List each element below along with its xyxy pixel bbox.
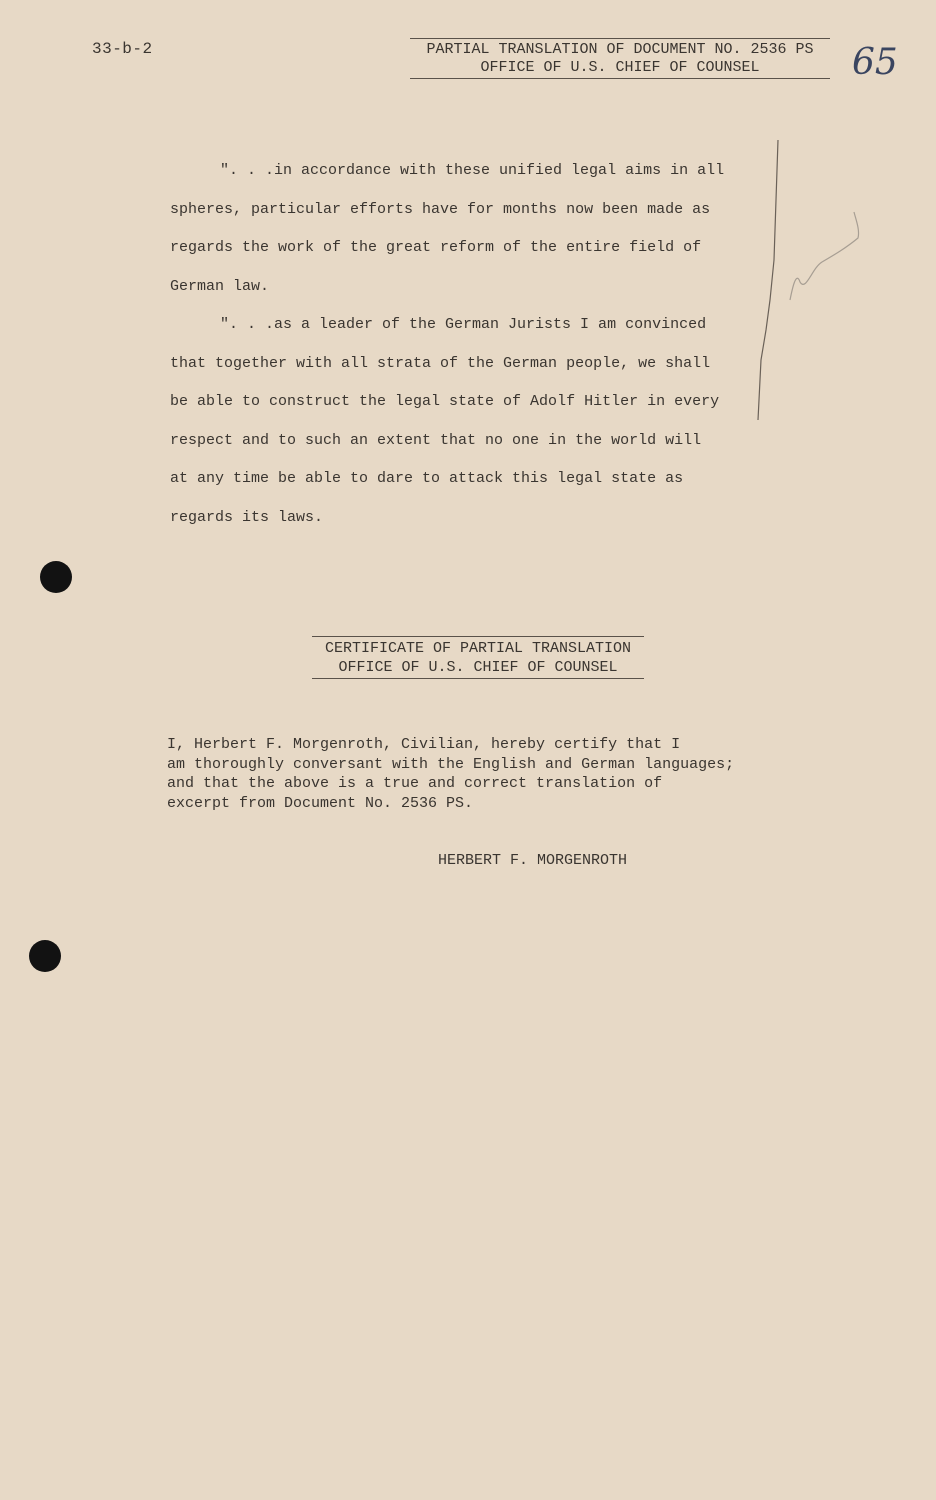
margin-line-icon (758, 140, 778, 420)
certificate-title-line: CERTIFICATE OF PARTIAL TRANSLATION (312, 636, 644, 658)
handwritten-page-number: 65 (852, 42, 898, 83)
certificate-line: and that the above is a true and correct translation of (167, 775, 663, 792)
text-line: spheres, particular efforts have for months now been made as (170, 200, 711, 218)
check-mark-icon (790, 212, 859, 300)
document-reference: 33-b-2 (92, 40, 153, 58)
text-line: that together with all strata of the German people, we shall (170, 354, 711, 372)
header-title: PARTIAL TRANSLATION OF DOCUMENT NO. 2536 PS (410, 38, 830, 59)
text-line: respect and to such an extent that no one in the world will (170, 431, 702, 449)
header-office: OFFICE OF U.S. CHIEF OF COUNSEL (410, 59, 830, 79)
text-line: regards the work of the great reform of the entire field of (170, 239, 702, 256)
text-line: German law. (170, 277, 270, 295)
translator-signature: HERBERT F. MORGENROTH (438, 852, 628, 869)
certificate-line: excerpt from Document No. 2536 PS. (167, 794, 474, 812)
certificate-line: I, Herbert F. Morgenroth, Civilian, hereby certify that I (167, 736, 681, 753)
text-line: regards its laws. (170, 508, 324, 526)
text-line: at any time be able to dare to attack this legal state as (170, 470, 684, 487)
certificate-line: am thoroughly conversant with the English and German languages; (167, 755, 735, 773)
certificate-office-line: OFFICE OF U.S. CHIEF OF COUNSEL (312, 658, 644, 679)
text-line: ". . .in accordance with these unified legal aims in all (220, 162, 725, 179)
text-line: ". . .as a leader of the German Jurists I am convinced (220, 316, 707, 333)
text-line: be able to construct the legal state of Adolf Hitler in every (170, 393, 720, 410)
